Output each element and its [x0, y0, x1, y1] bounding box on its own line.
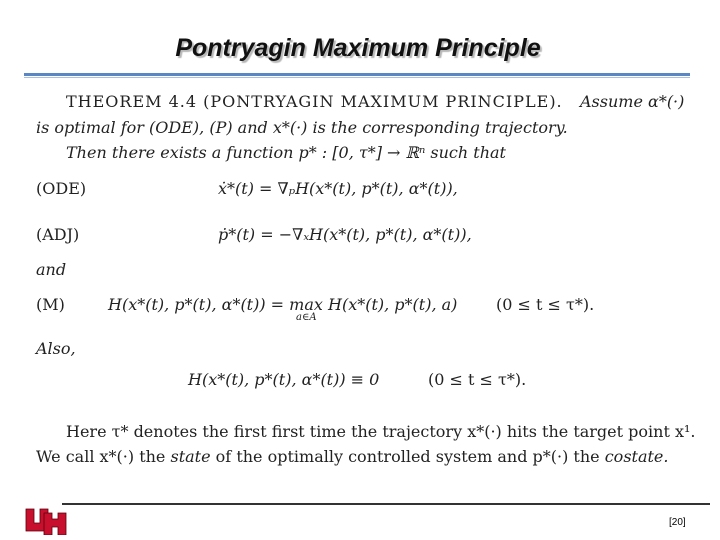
m-subscript: a∈A [296, 312, 317, 323]
ode-label: (ODE) [36, 179, 87, 198]
slide-title: Pontryagin Maximum Principle [175, 34, 541, 62]
theorem-heading: THEOREM 4.4 (PONTRYAGIN MAXIMUM PRINCIPLE). [66, 92, 563, 111]
note-costate-word: costate. [604, 447, 669, 466]
m-equation: H(x*(t), p*(t), α*(t)) = max H(x*(t), p*(t), a) [108, 295, 458, 314]
note-line-2 [36, 447, 668, 466]
note-line-2-middle: of the optimally controlled system and p*(·) the [215, 447, 600, 466]
note-line-1: Here τ* denotes the first first time the trajectory x*(·) hits the target point x¹. [66, 422, 696, 441]
h-zero-range: (0 ≤ t ≤ τ*). [428, 370, 527, 389]
adj-label: (ADJ) [36, 225, 80, 244]
m-label: (M) [36, 295, 65, 314]
page-number: [20] [669, 517, 686, 528]
theorem-line-2: is optimal for (ODE), (P) and x*(·) is the corresponding trajectory. [36, 118, 568, 137]
note-state-word: state [170, 447, 211, 466]
and-text: and [36, 260, 67, 279]
title-underline [24, 73, 690, 76]
footer-rule [62, 503, 710, 505]
m-range: (0 ≤ t ≤ τ*). [496, 295, 595, 314]
h-zero-equation: H(x*(t), p*(t), α*(t)) ≡ 0 [188, 370, 380, 389]
note-line-2-start: We call x*(·) the [36, 447, 166, 466]
ode-equation: ẋ*(t) = ∇ₚH(x*(t), p*(t), α*(t)), [218, 179, 458, 198]
title-underline-light [24, 77, 690, 78]
theorem-line-3: Then there exists a function p* : [0, τ*] → ℝⁿ such that [66, 143, 506, 162]
theorem-assume: Assume α*(·) [580, 92, 685, 111]
adj-equation: ṗ*(t) = −∇ₓH(x*(t), p*(t), α*(t)), [218, 225, 472, 244]
also-text: Also, [36, 339, 76, 358]
university-logo-icon [24, 507, 70, 539]
